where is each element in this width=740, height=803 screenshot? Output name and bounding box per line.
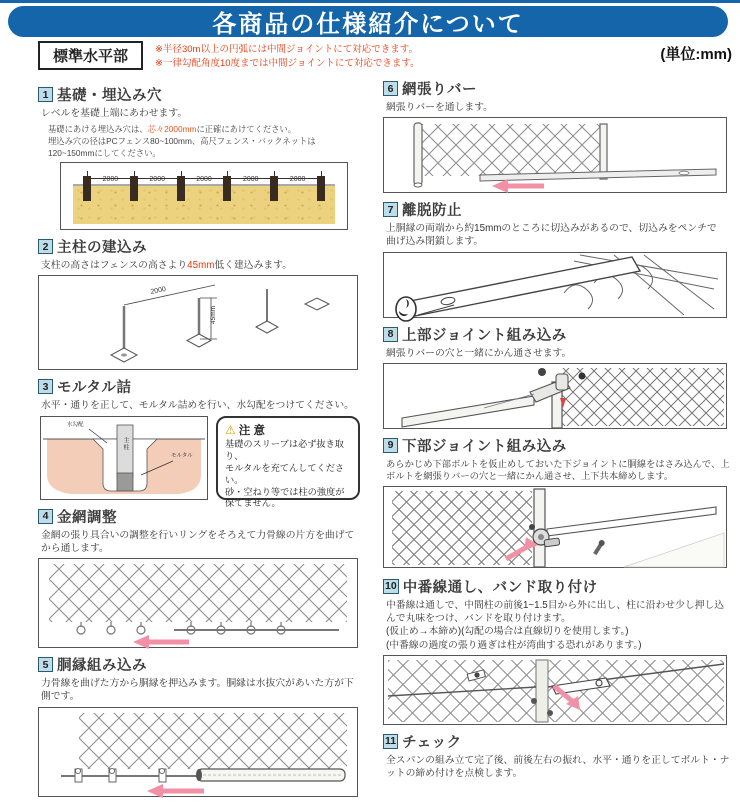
unit-label: (単位:mm) [660,46,732,63]
step-lead: 水平・通りを正して、モルタル詰めを行い、水勾配をつけてください。 [41,400,354,412]
caution-line: 砂・空ねり等では柱の強度が [225,486,345,497]
dim-label: 2000 [289,176,306,184]
slope-label: 水勾配 [67,421,84,428]
dim-45mm-label: 45mm [210,306,217,325]
section-label: 標準水平部 [38,41,143,70]
step-title: モルタル詰 [57,380,132,397]
step-10-heading [383,576,731,597]
step-number-badge: 6 [383,81,398,96]
net-bar-diagram [383,117,727,193]
step-title: 基礎・埋込み穴 [57,88,162,104]
step-4 [38,506,360,648]
step-3-heading [38,376,360,397]
dim-label: 2000 [149,176,165,184]
embedded-post [83,176,91,201]
step-number-badge: 7 [383,202,398,217]
dim-label: 2000 [196,176,212,184]
embedded-post [270,176,278,201]
caution-box [216,416,360,509]
step-8-heading [383,324,731,345]
step-title: 網張りバー [402,82,477,98]
step-lead: 上胴縁の両端から約15mmのところに切込みがあるので、切込みをペンチで曲げ込み閉鎖します。 [386,223,717,248]
step-7 [383,199,731,317]
step-lead: レベルを基礎上端にあわせます。 [41,108,188,119]
embedded-post [130,176,138,201]
caution-line: 基礎のスリーブは必ず抜き取り、 [225,438,344,461]
net-bar-drawing [384,118,728,194]
page-title: 各商品の仕様紹介について [212,11,524,38]
rail-insert-drawing [39,708,359,798]
step-number-badge: 4 [38,509,53,524]
right-column [383,78,731,786]
step-title: 金網調整 [57,509,117,526]
lower-joint-diagram [383,486,727,568]
step-1-note2: 埋込み穴の径はPCフェンス80~100mm、高尺フェンス・バックネットは120~150mmにしてください。 [48,136,316,159]
caution-title: 注 意 [238,424,265,437]
soil-section [73,184,335,224]
embedded-post [177,176,185,201]
step-lead: 力骨線を曲げた方から胴縁を押込みます。胴縁は水抜穴があいた方が下側です。 [41,678,354,703]
step-6 [383,78,731,193]
step-6-heading [383,78,731,99]
step-1 [38,84,360,230]
step-title: 下部ジョイント組み込み [402,438,567,455]
mortar-label: モルタル [171,452,193,459]
mesh-adjust-diagram [38,558,358,648]
step-10-note2: (中番線の過度の張り過ぎは柱が湾曲する恐れがあります。) [386,639,642,651]
step-number-badge: 2 [38,239,53,254]
step-1-heading [38,84,360,105]
step-8 [383,324,731,429]
subheader [38,41,732,71]
step-11-heading [383,731,731,752]
step-10 [383,576,731,725]
page-banner [8,6,728,37]
step-lead: あらかじめ下部ボルトを仮止めしておいた下ジョイントに胴線をはさみ込んで、上ボルトを網張りバーの穴と一緒にかん通させ、上下共本締めします。 [386,458,730,482]
embedded-post [223,176,231,201]
step-lead: 網張りバーを通します。 [386,102,493,113]
step-9-heading [383,435,731,456]
step-number-badge: 3 [38,379,53,394]
step-lead: 全スパンの組み立て完了後、前後左右の振れ、水平・通りを正してボルト・ナットの締め付けを点検します。 [386,754,730,780]
rail-insert-diagram [38,707,358,797]
step-11 [383,731,731,780]
middle-wire-drawing [384,656,728,726]
mesh-adjust-drawing [39,559,359,649]
lower-joint-drawing [384,487,728,569]
step-title: チェック [402,734,462,751]
post-erection-drawing [39,276,359,371]
embedded-post [317,176,325,201]
step-3 [38,376,360,509]
step-9 [383,435,731,568]
step-number-badge: 9 [383,438,398,453]
caution-line: モルタルを充てんしてください。 [225,462,345,485]
step-lead: 金網の張り具合いの調整を行いリングをそろえて力骨線の片方を曲げてから通します。 [41,529,355,554]
caution-line: 保てません。 [225,498,281,509]
step-2-heading [38,236,360,257]
step-title: 主柱の建込み [57,240,147,257]
step-number-badge: 1 [38,87,53,102]
step-1-note: 基礎にあける埋込み穴は、芯々2000mmに正確にあけてください。 埋込み穴の径はPCフェンス80~100mm、高尺フェンス・バックネットは120~150mmにしてください。 [48,124,316,159]
step-2 [38,236,360,370]
main-post-label: 主柱 [122,436,128,451]
detach-prevent-drawing [384,253,728,319]
step-number-badge: 10 [385,580,397,593]
mortar-diagram [40,416,208,500]
step-lead: 網張りバーの穴と一緒にかん通させます。 [386,347,572,359]
step-number-badge: 5 [38,657,53,672]
highlighted-dimension: 45mm [187,260,215,272]
step-lead: 中番線は通しで、中間柱の前後1~1.5目から外に出し、柱に沿わせ少し押し込んで丸味をつけ、バンドを取り付けます。 [386,599,725,625]
warning-icon: ⚠ [225,422,236,437]
upper-joint-drawing [384,364,728,430]
post-erection-diagram [38,275,358,370]
note-slope: ※一律勾配角度10度までは中間ジョイントにて対応できます。 [155,57,420,69]
top-edge-strip [0,0,740,3]
step-number-badge: 8 [383,327,398,342]
highlighted-dimension: 芯々2000mm [147,124,197,135]
dim-label: 2000 [243,176,259,184]
step-lead: 支柱の高さはフェンスの高さより45mm低く建込みます。 [41,260,292,272]
step-title: 中番線通し、バンド取り付け [402,579,598,596]
step-number-badge: 11 [385,735,397,748]
compatibility-notes [155,41,420,71]
dim-2000-label: 2000 [149,286,167,297]
step-10-note1: (仮止め→本締め)(勾配の場合は直線切りを使用します。) [386,626,629,638]
step-7-heading [383,199,731,220]
step-title: 上部ジョイント組み込み [402,327,567,344]
step-title: 離脱防止 [402,203,462,220]
step-title: 胴縁組み込み [57,658,147,675]
note-radius: ※半径30m以上の円弧には中間ジョイントにて対応できます。 [155,44,419,55]
foundation-diagram [60,162,348,230]
step-5-heading [38,654,360,675]
upper-joint-diagram [383,363,727,429]
left-column [38,84,360,803]
detach-prevent-diagram [383,252,727,318]
dim-label: 2000 [102,176,119,184]
middle-wire-diagram [383,655,727,725]
dimension-line [87,168,321,184]
step-5 [38,654,360,796]
